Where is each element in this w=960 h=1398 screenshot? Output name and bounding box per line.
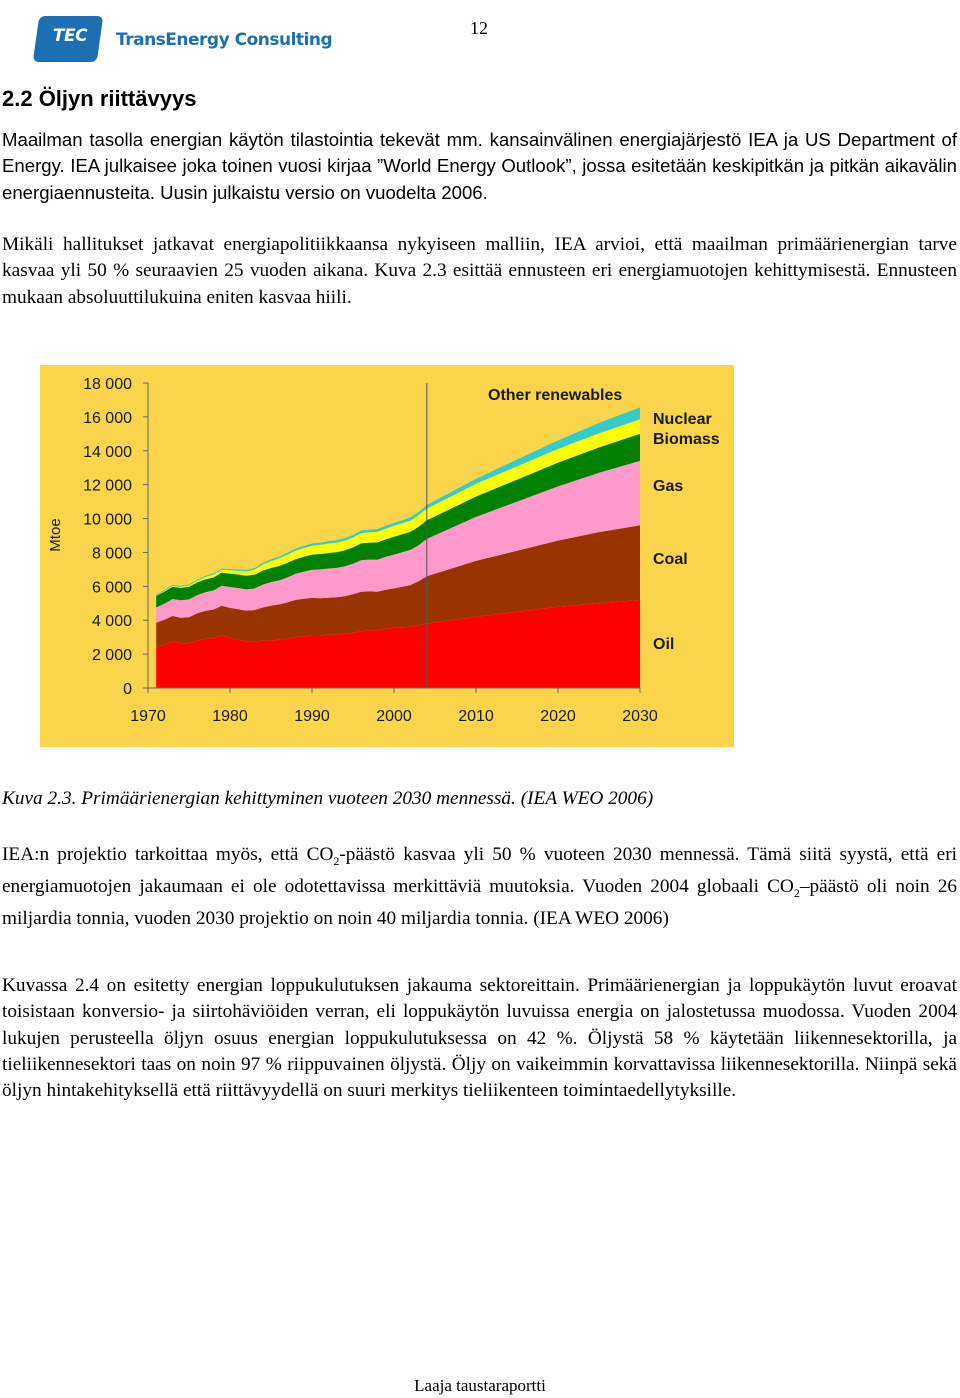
- page-footer: Laaja taustaraportti: [414, 1376, 546, 1395]
- series-label-biomass: Biomass: [653, 431, 720, 448]
- y-tick-label: 2 000: [91, 647, 132, 665]
- y-tick-label: 10 000: [83, 511, 132, 529]
- x-tick-label: 1980: [212, 708, 248, 725]
- logo-badge-text: TEC: [52, 26, 88, 46]
- paragraph-forecast: Mikäli hallitukset jatkavat energiapolitiikkaansa nykyiseen malliin, IEA arvioi, että maailman primäärienergian tarve kasvaa yli 50 % seuraavien 25 vuoden aikana. Kuva 2.3 esittää ennusteen eri energiamuotojen kehittymisestä. Ennusteen mukaan absoluuttilukuina eniten kasvaa hiili.: [2, 234, 957, 308]
- y-tick-label: 6 000: [91, 579, 132, 597]
- co2-subscript-2: 2: [793, 886, 800, 901]
- y-tick-label: 0: [123, 681, 132, 698]
- series-label-gas: Gas: [653, 478, 684, 495]
- x-tick-label: 2010: [458, 708, 494, 725]
- co2-text-c: –päästö oli noin 26 miljardia tonnia, vuoden 2030 projektio on noin 40 miljardia tonnia. (IEA WEO 2006): [2, 876, 957, 930]
- company-logo: [36, 14, 333, 66]
- co2-subscript-1: 2: [333, 853, 340, 868]
- co2-text-b: -päästö kasvaa yli 50 % vuoteen 2030 mennessä. Tämä siitä syystä, että eri energiamuotojen jakaumaan ei ole odotettavissa merkittäviä muutoksia. Vuoden 2004 globaali CO: [2, 844, 957, 898]
- series-label-oil: Oil: [653, 636, 675, 653]
- y-axis-label: Mtoe: [47, 518, 64, 552]
- y-tick-label: 16 000: [83, 409, 132, 427]
- y-tick-label: 18 000: [83, 376, 132, 393]
- x-tick-label: 2000: [376, 708, 412, 725]
- co2-text-a: IEA:n projektio tarkoittaa myös, että CO: [2, 844, 334, 865]
- x-tick-label: 1970: [130, 708, 166, 725]
- energy-demand-chart: [40, 365, 734, 747]
- figure-caption: Kuva 2.3. Primäärienergian kehittyminen vuoteen 2030 mennessä. (IEA WEO 2006): [2, 788, 654, 809]
- series-label-coal: Coal: [653, 551, 688, 568]
- y-tick-label: 12 000: [83, 477, 132, 495]
- x-tick-label: 2020: [540, 708, 576, 725]
- series-label-other-renewables: Other renewables: [488, 387, 623, 404]
- paragraph-co2: [2, 842, 957, 933]
- series-label-nuclear: Nuclear: [653, 411, 712, 428]
- section-title: 2.2 Öljyn riittävyys: [2, 86, 197, 111]
- logo-company-name: TransEnergy Consulting: [116, 30, 333, 50]
- x-tick-label: 2030: [622, 708, 658, 725]
- y-tick-label: 14 000: [83, 443, 132, 461]
- y-tick-label: 4 000: [91, 613, 132, 631]
- page-number: 12: [470, 18, 488, 38]
- x-tick-label: 1990: [294, 708, 330, 725]
- paragraph-end-use: Kuvassa 2.4 on esitetty energian loppukulutuksen jakauma sektoreittain. Primäärienergian ja loppukäytön luvut eroavat toisistaan konversio- ja siirtohäviöiden verran, eli loppukäytön luvuissa energia on jalostetussa muodossa. Vuoden 2004 lukujen perusteella öljyn osuus energian loppukulutuksessa on 42 %. Öljystä 58 % käytetään liikennesektorilla, ja tieliikennesektori taas on noin 97 % riippuvainen öljystä. Öljy on vaikeimmin korvattavissa liikennesektorilla. Niinpä sekä öljyn hintakehityksellä että riittävyydellä on suuri merkitys tieliikenteen toimintaedellytyksille.: [2, 975, 957, 1102]
- y-tick-label: 8 000: [91, 545, 132, 563]
- paragraph-intro: Maailman tasolla energian käytön tilastointia tekevät mm. kansainvälinen energiajärjestö IEA ja US Department of Energy. IEA julkaisee joka toinen vuosi kirjaa ”World Energy Outlook”, jossa esitetään keskipitkän ja pitkän aikavälin energiaennusteita. Uusin julkaistu versio on vuodelta 2006.: [2, 129, 957, 203]
